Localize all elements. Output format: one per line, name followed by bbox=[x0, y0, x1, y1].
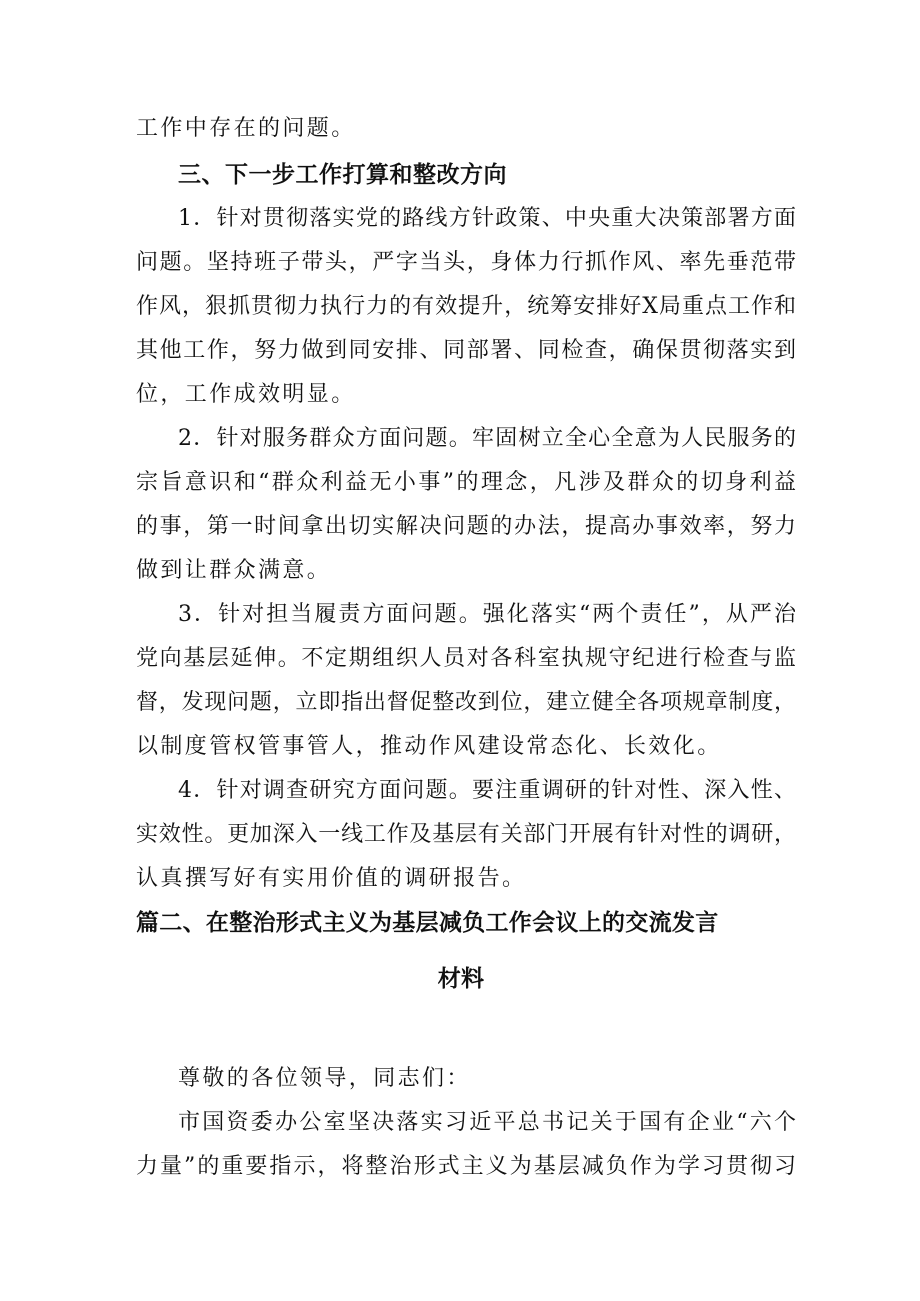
paragraph-line: 宗旨意识和“群众利益无小事”的理念，凡涉及群众的切身利益 bbox=[136, 470, 796, 495]
paragraph-line: 4．针对调查研究方面问题。要注重调研的针对性、深入性、 bbox=[178, 778, 796, 803]
paragraph-line: 3．针对担当履责方面问题。强化落实“两个责任”，从严治 bbox=[178, 602, 796, 627]
article-title-continued: 材料 bbox=[437, 966, 485, 992]
paragraph-line: 2．针对服务群众方面问题。牢固树立全心全意为人民服务的 bbox=[178, 426, 796, 451]
paragraph-line: 工作中存在的问题。 bbox=[136, 116, 356, 141]
paragraph-line: 督，发现问题，立即指出督促整改到位，建立健全各项规章制度， bbox=[136, 690, 796, 715]
paragraph-line: 1．针对贯彻落实党的路线方针政策、中央重大决策部署方面 bbox=[178, 206, 796, 231]
salutation: 尊敬的各位领导，同志们： bbox=[178, 1066, 471, 1091]
paragraph-line: 位，工作成效明显。 bbox=[136, 382, 356, 407]
section-heading: 三、下一步工作打算和整改方向 bbox=[178, 162, 507, 188]
article-title: 篇二、在整治形式主义为基层减负工作会议上的交流发言 bbox=[136, 910, 719, 936]
paragraph-line: 的事，第一时间拿出切实解决问题的办法，提高办事效率，努力 bbox=[136, 514, 796, 539]
paragraph-line: 认真撰写好有实用价值的调研报告。 bbox=[136, 866, 527, 891]
paragraph-line: 以制度管权管事管人，推动作风建设常态化、长效化。 bbox=[136, 734, 722, 759]
paragraph-line: 其他工作，努力做到同安排、同部署、同检查，确保贯彻落实到 bbox=[136, 338, 796, 363]
paragraph-line: 市国资委办公室坚决落实习近平总书记关于国有企业“六个 bbox=[178, 1110, 796, 1135]
paragraph-line: 问题。坚持班子带头，严字当头，身体力行抓作风、率先垂范带 bbox=[136, 250, 796, 275]
paragraph-line: 力量”的重要指示，将整治形式主义为基层减负作为学习贯彻习 bbox=[136, 1154, 796, 1179]
paragraph-line: 做到让群众满意。 bbox=[136, 558, 332, 583]
paragraph-line: 实效性。更加深入一线工作及基层有关部门开展有针对性的调研， bbox=[136, 822, 796, 847]
paragraph-line: 党向基层延伸。不定期组织人员对各科室执规守纪进行检查与监 bbox=[136, 646, 796, 671]
paragraph-line: 作风，狠抓贯彻力执行力的有效提升，统筹安排好X局重点工作和 bbox=[136, 294, 796, 319]
